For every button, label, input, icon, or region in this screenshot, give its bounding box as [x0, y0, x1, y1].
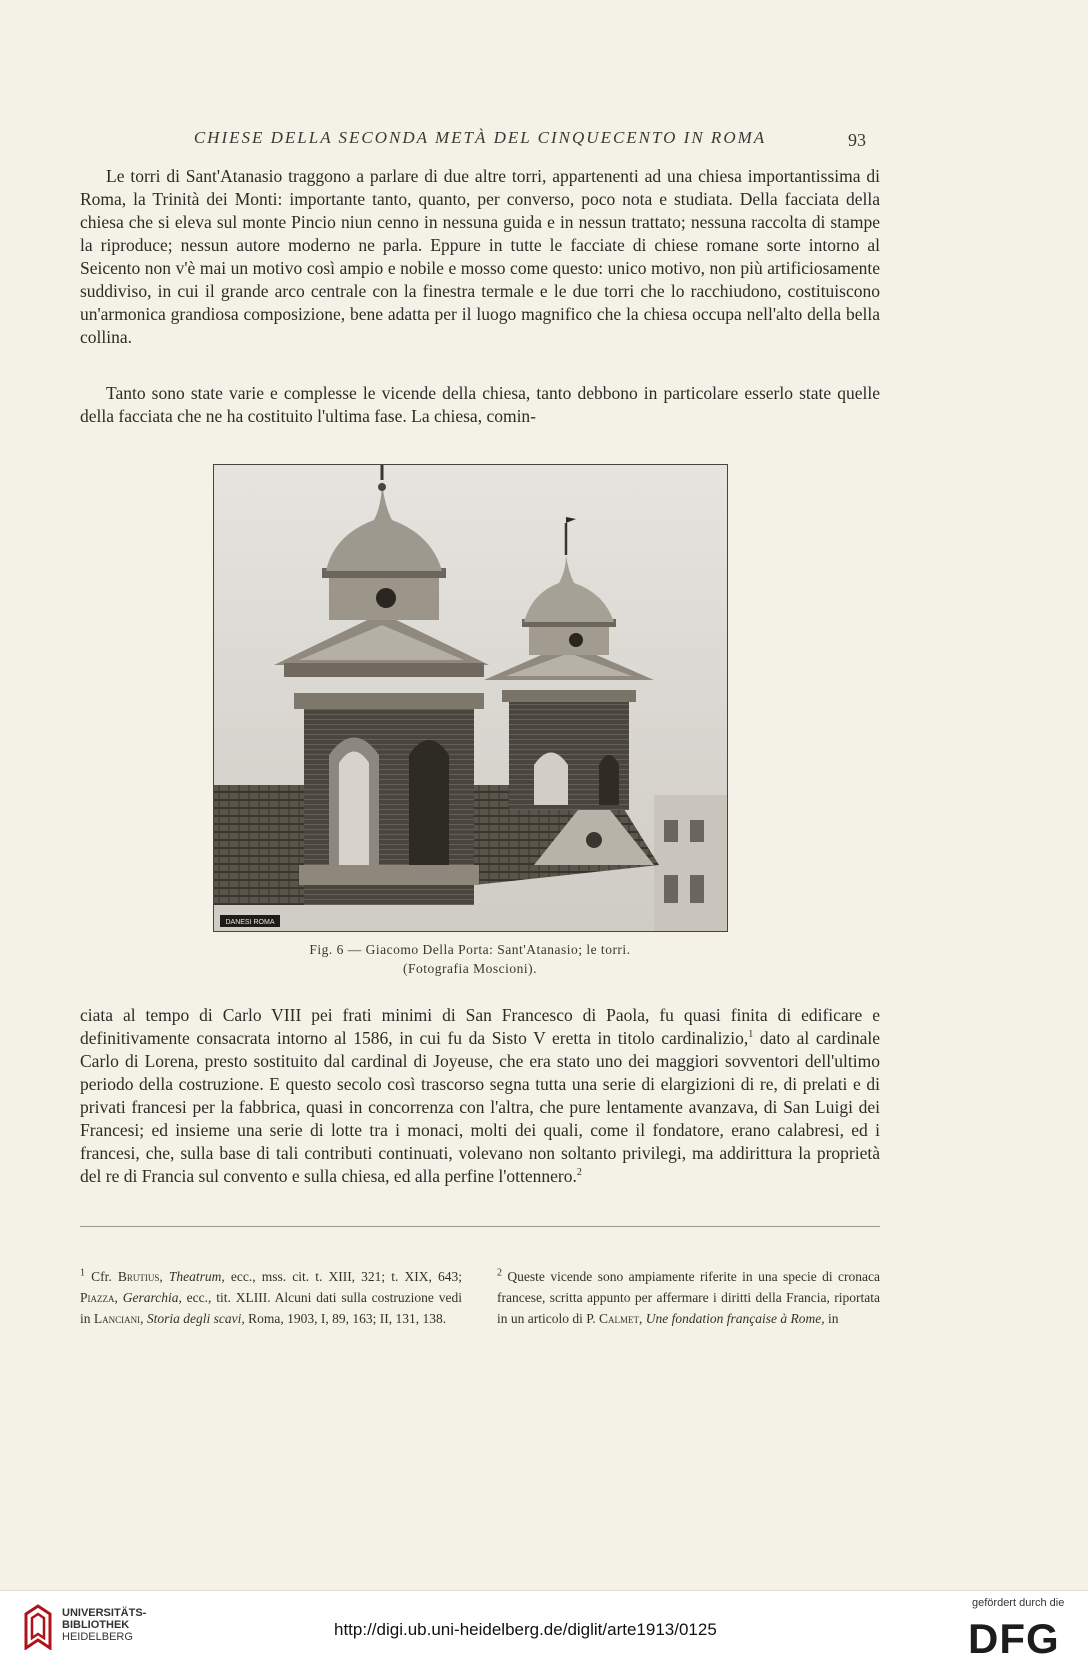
library-line-2: BIBLIOTHEK	[62, 1619, 130, 1631]
footnote-ref-1[interactable]: 1	[748, 1029, 754, 1041]
caption-line-2: (Fotografia Moscioni).	[403, 961, 537, 976]
paragraph-3-text-b: dato al cardinale Carlo di Lorena, presto sostituito dal cardinal di Joyeuse, che era stato uno dei maggiori sovventori dell'ultimo periodo della costruzione. E questo secolo così trascorso segna tutta una serie di elargizioni di re, di prelati e di privati francesi per la fabbrica, quasi in concorrenza con l'altra, che pure lentamente avanzava, di San Luigi dei Francesi; ed insieme una serie di lotte tra i monaci, molti dei quali, come il fondatore, erano calabresi, ed i francesi, che, sulla base di tali contributi continuati, volevano non soltanto privilegi, ma addirittura la proprietà del re di Francia sul convento e sulla chiesa, ed alla perfine l'ottennero.	[80, 1028, 880, 1186]
author-calmet: Calmet	[599, 1311, 639, 1326]
footnote-1-text: Roma, 1903, I, 89, 163; II, 131, 138.	[244, 1311, 447, 1326]
paragraph-1-text: Le torri di Sant'Atanasio traggono a parlare di due altre torri, appartenenti ad una chiesa importantissima di Roma, la Trinità dei Monti: importante tanto, quanto, per converso, poco nota e studiata. Della facciata della chiesa che si eleva sul monte Pincio niun cenno in nessuna guida e in nessun trattato; nessuna raccolta di stampe la riproduce; nessun autore moderno ne parla. Eppure in tutte le facciate di chiese romane sorte intorno al Seicento non v'è mai un motivo così ampio e nobile e mosso come questo: unico motivo, non più artificiosamente suddiviso, in cui il grande arco centrale con la finestra termale e le due torri che lo racchiudono, costituiscono un'armonica grandiosa composizione, bene adatta per il luogo magnifico che la chiesa occupa nell'alto della bella collina.	[80, 166, 880, 347]
dfg-logo: DFG	[968, 1615, 1060, 1662]
footnote-2	[497, 1266, 880, 1329]
university-library-name	[62, 1607, 146, 1643]
library-line-3: HEIDELBERG	[62, 1631, 133, 1643]
photo-stamp: DANESI ROMA	[225, 919, 275, 926]
source-url-link[interactable]: http://digi.ub.uni-heidelberg.de/diglit/arte1913/0125	[334, 1620, 717, 1639]
footnote-ref-2[interactable]: 2	[576, 1167, 582, 1179]
footnote-1-text: , ecc., tit. XLIII. Alcuni dati sulla costruzione vedi in	[80, 1290, 462, 1326]
paragraph-2-text: Tanto sono state varie e complesse le vicende della chiesa, tanto debbono in particolare esserlo state quelle della facciata che ne ha costituito l'ultima fase. La chiesa, comin-	[80, 383, 880, 426]
footnote-1-mark: 1	[80, 1267, 85, 1279]
footnote-1	[80, 1266, 462, 1329]
caption-line-1: Fig. 6 — Giacomo Della Porta: Sant'Atanasio; le torri.	[309, 942, 631, 957]
paragraph-2	[80, 382, 880, 428]
footnote-1-text: Cfr.	[91, 1269, 118, 1284]
title-theatrum: Theatrum	[168, 1269, 222, 1284]
title-une-fondation: Une fondation française à Rome,	[645, 1311, 825, 1326]
page-number: 93	[848, 130, 866, 150]
footnote-1-text: , ecc., mss. cit. t. XIII, 321; t. XIX, 643;	[221, 1269, 463, 1284]
title-gerarchia: Gerarchia	[122, 1290, 179, 1305]
figure-caption	[200, 940, 740, 978]
author-brutius: Brutius	[117, 1269, 160, 1284]
figure-photo	[213, 464, 728, 932]
running-title: CHIESE DELLA SECONDA METÀ DEL CINQUECENTO IN ROMA	[193, 128, 767, 147]
paragraph-3-text-a: ciata al tempo di Carlo VIII pei frati minimi di San Francesco di Paola, fu quasi finita di edificare e definitivamente consacrata intorno al 1586, in cui fu da Sisto V eretta in titolo cardinalizio,	[80, 1005, 880, 1048]
title-storia: Storia degli scavi,	[146, 1311, 245, 1326]
footnote-1-text: ,	[114, 1290, 123, 1305]
footnote-divider	[80, 1226, 880, 1227]
footnote-2-mark: 2	[497, 1267, 502, 1279]
paragraph-3	[80, 1004, 880, 1188]
towers-photograph	[214, 465, 727, 931]
footnote-2-text: ,	[639, 1311, 646, 1326]
author-lanciani: Lanciani	[93, 1311, 141, 1326]
author-piazza: Piazza	[80, 1290, 115, 1305]
footnote-1-text: ,	[159, 1269, 169, 1284]
footnote-1-text: ,	[140, 1311, 147, 1326]
library-line-1: UNIVERSITÄTS-	[62, 1607, 147, 1619]
footnote-2-text: Queste vicende sono ampiamente riferite in una specie di cronaca francese, scritta appunto per affermare i diritti della Francia, riportata in un articolo di P.	[497, 1269, 880, 1326]
paragraph-1	[80, 165, 880, 349]
funder-label: gefördert durch die	[972, 1597, 1065, 1609]
footnote-2-text: in	[824, 1311, 839, 1326]
university-library-logo-icon	[22, 1604, 56, 1650]
